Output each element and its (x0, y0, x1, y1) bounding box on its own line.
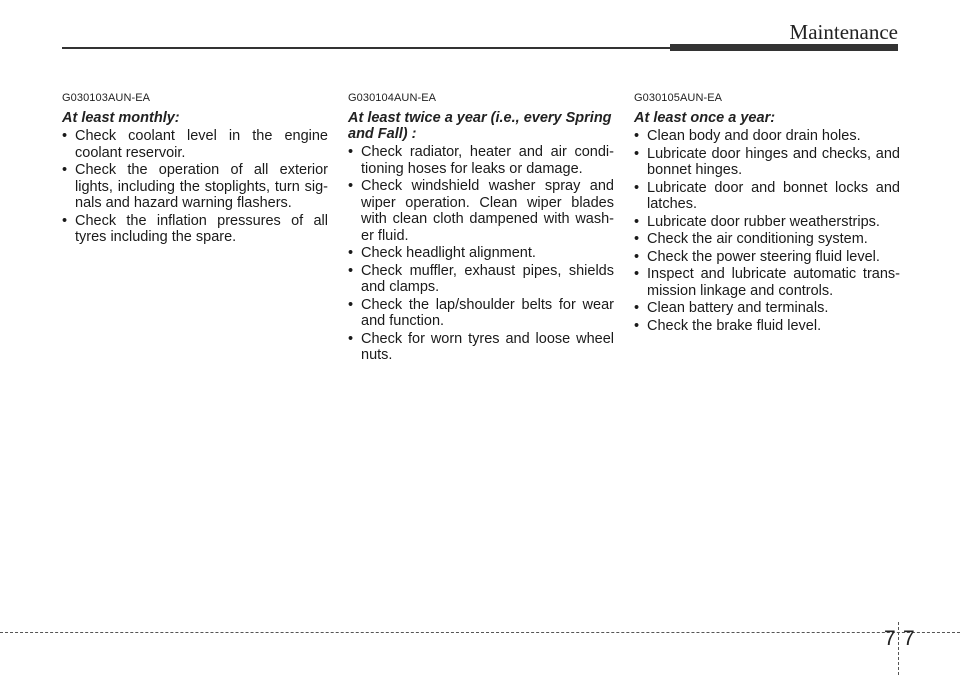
list-item: • Check the power steering fluid level. (634, 248, 880, 265)
checklist (62, 128, 328, 246)
section-heading: At least once a year: (634, 110, 776, 126)
list-item: • Check for worn tyres and loose wheel nuts. (348, 330, 614, 363)
list-item: • Check muffler, exhaust pipes, shields and clamps. (348, 262, 614, 295)
checklist (634, 128, 900, 334)
section-heading: At least monthly: (62, 110, 180, 126)
list-item: • Check headlight alignment. (348, 245, 536, 261)
section-code: G030104AUN-EA (348, 92, 437, 104)
chapter-number: 7 (884, 627, 896, 650)
list-item: • Lubricate door and bonnet locks and latches. (634, 179, 900, 212)
column-twice-yearly (348, 92, 614, 365)
list-item: • Check coolant level in the engine coolant reservoir. (62, 128, 328, 161)
list-item: • Check the lap/shoulder belts for wear and function. (348, 296, 614, 329)
list-item: • Check the operation of all exterior lights, including the stoplights, turn sig-nals and hazard warning flashers. (62, 162, 328, 211)
list-item: • Lubricate door rubber weatherstrips. (634, 213, 880, 230)
page-number: 7 (903, 627, 915, 650)
list-item: • Check the air conditioning system. (634, 231, 868, 247)
column-yearly (634, 92, 900, 335)
page-number-divider (898, 622, 899, 675)
list-item: • Clean battery and terminals. (634, 300, 829, 316)
list-item: • Clean body and door drain holes. (634, 128, 861, 144)
section-code: G030105AUN-EA (634, 92, 723, 104)
page-title: Maintenance (789, 20, 898, 44)
list-item: • Check radiator, heater and air condi-tioning hoses for leaks or damage. (348, 144, 614, 177)
section-heading: At least twice a year (i.e., every Spring and Fall) : (348, 110, 612, 142)
list-item: • Check the brake fluid level. (634, 317, 822, 334)
list-item: • Check the inflation pressures of all tyres including the spare. (62, 212, 328, 245)
list-item: • Check windshield washer spray and wiper operation. Clean wiper blades with clean cloth dampened with wash-er fluid. (348, 178, 614, 244)
list-item: • Inspect and lubricate automatic trans-mission linkage and controls. (634, 266, 900, 299)
footer-rule (0, 632, 960, 633)
list-item: • Lubricate door hinges and checks, and bonnet hinges. (634, 145, 900, 178)
checklist (348, 144, 614, 364)
column-monthly (62, 92, 328, 247)
header-bar (670, 44, 898, 51)
section-code: G030103AUN-EA (62, 92, 151, 104)
header-rule (62, 47, 670, 49)
